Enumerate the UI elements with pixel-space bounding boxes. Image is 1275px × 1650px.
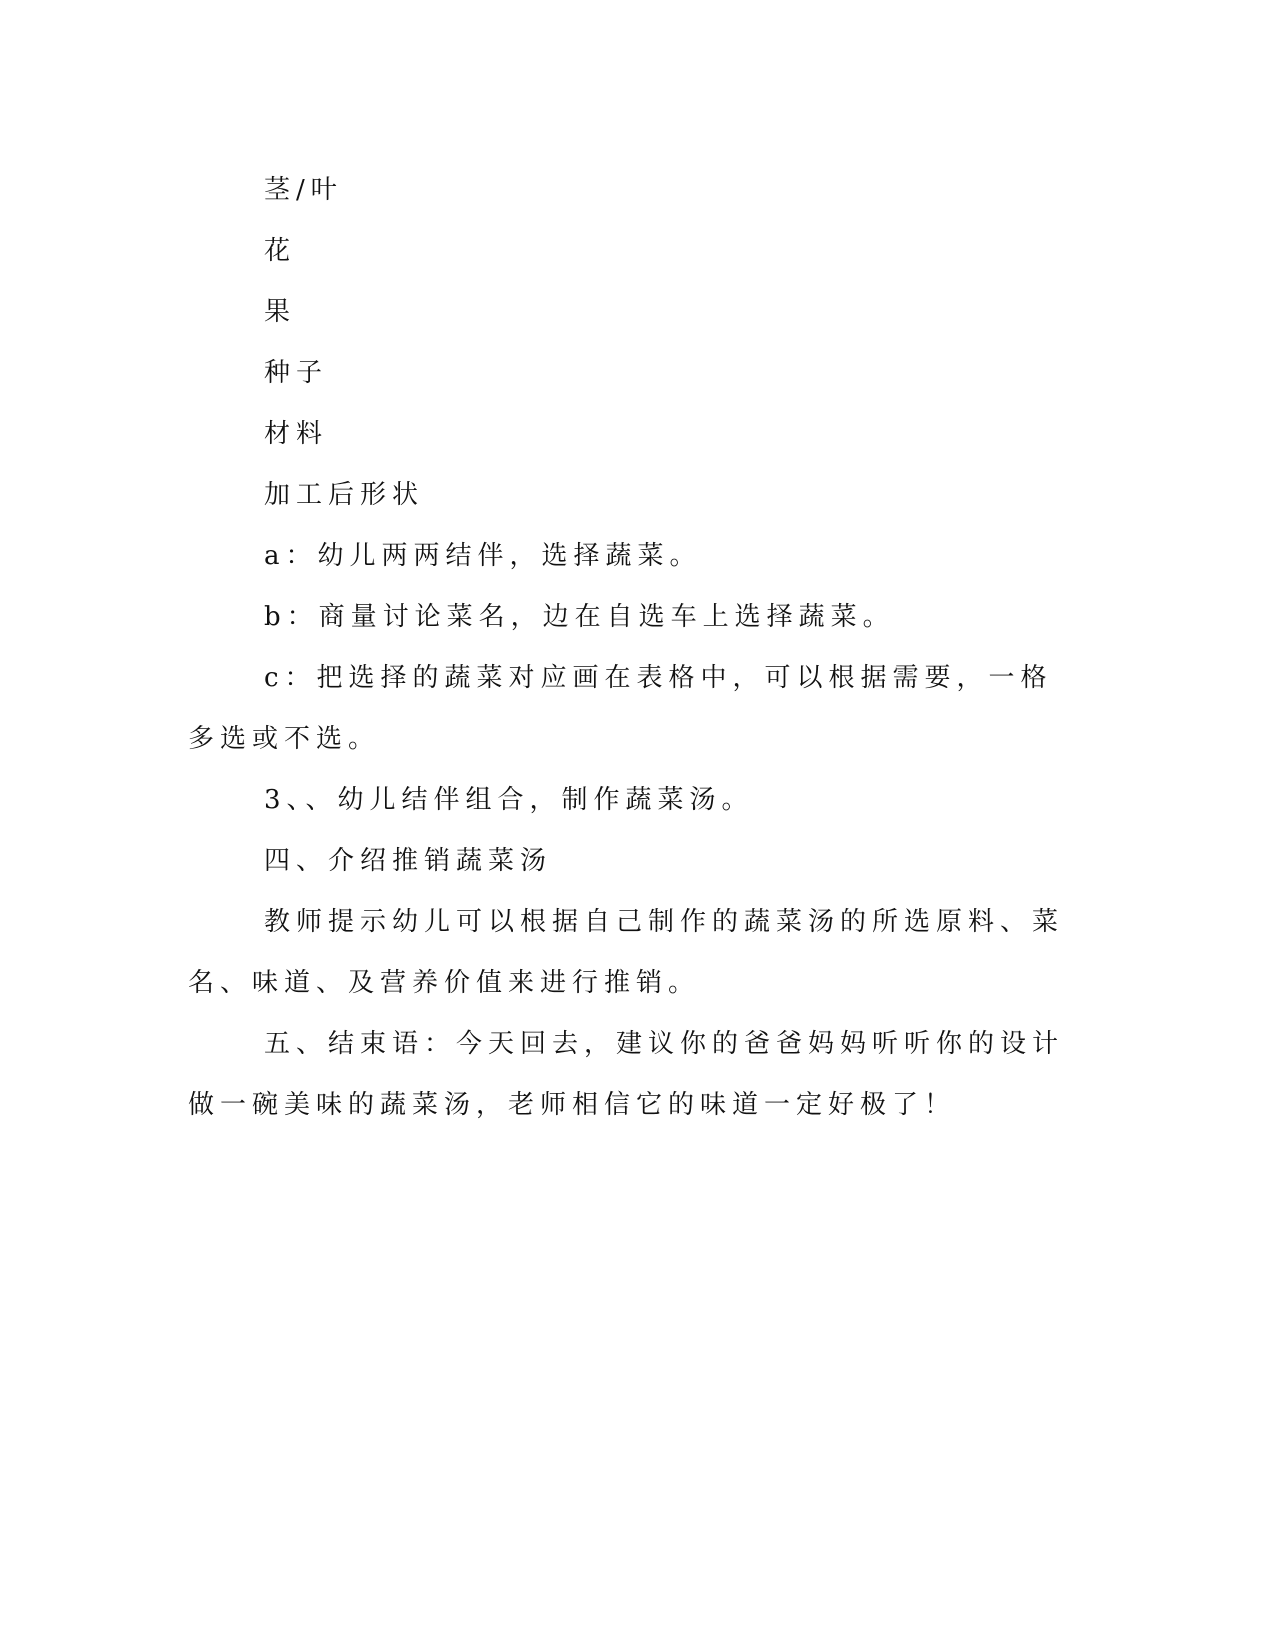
paragraph-teacher-tip: 教师提示幼儿可以根据自己制作的蔬菜汤的所选原料、菜名、味道、及营养价值来进行推销。 (188, 907, 1065, 998)
paragraph-stem-leaf: 茎/叶 (264, 175, 343, 205)
paragraph-processed-shape: 加工后形状 (264, 480, 425, 510)
paragraph-step-3: 3、、幼儿结伴组合，制作蔬菜汤。 (264, 785, 754, 815)
document-body (188, 160, 1078, 1136)
paragraph-material: 材料 (264, 419, 329, 449)
paragraph-seed: 种子 (264, 358, 329, 388)
paragraph-conclusion: 五、结束语：今天回去，建议你的爸爸妈妈听听你的设计做一碗美味的蔬菜汤，老师相信它的味道一定好极了！ (188, 1029, 1065, 1120)
paragraph-flower: 花 (264, 236, 297, 266)
paragraph-fruit: 果 (264, 297, 297, 327)
paragraph-step-b: b：商量讨论菜名，边在自选车上选择蔬菜。 (264, 602, 895, 632)
paragraph-step-c: c：把选择的蔬菜对应画在表格中，可以根据需要，一格多选或不选。 (188, 663, 1053, 754)
paragraph-step-a: a：幼儿两两结伴，选择蔬菜。 (264, 541, 702, 571)
section-heading-4: 四、介绍推销蔬菜汤 (264, 846, 553, 876)
